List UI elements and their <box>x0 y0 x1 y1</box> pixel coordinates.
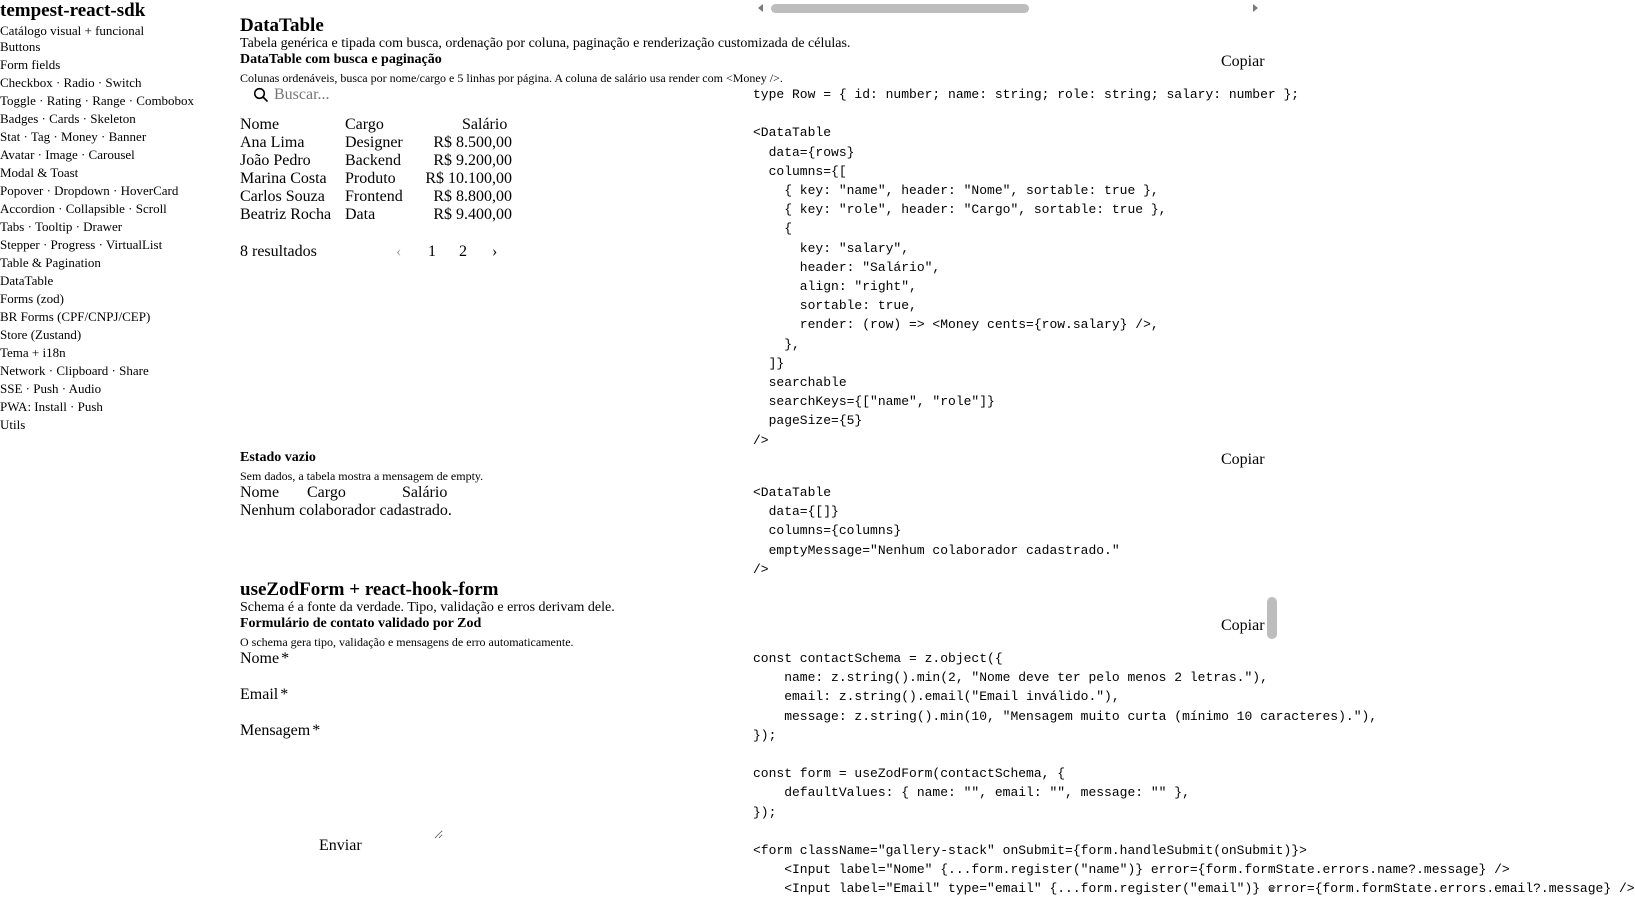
cell-cargo: Backend <box>345 152 401 169</box>
sidebar-item-popover-dropdown-hovercard[interactable]: Popover · Dropdown · HoverCard <box>0 183 179 198</box>
sidebar-item-checkbox-radio-switch[interactable]: Checkbox · Radio · Switch <box>0 75 142 90</box>
app-brand: tempest-react-sdk <box>0 0 146 21</box>
pagination-page-1[interactable]: 1 <box>428 243 436 260</box>
required-marker: * <box>312 722 321 739</box>
column-header-salario[interactable]: Salário <box>402 484 448 501</box>
search-input[interactable] <box>274 84 494 106</box>
mensagem-textarea[interactable] <box>240 748 443 839</box>
sidebar-item-modal-toast[interactable]: Modal & Toast <box>0 165 79 180</box>
column-header-salario[interactable]: Salário <box>462 116 508 133</box>
sidebar-item-stepper-progress-virtuallist[interactable]: Stepper · Progress · VirtualList <box>0 237 163 252</box>
section-title-datatable: DataTable <box>240 15 324 36</box>
sidebar-item-network-clipboard-share[interactable]: Network · Clipboard · Share <box>0 363 149 378</box>
section-description-datatable: Tabela genérica e tipada com busca, ordenação por coluna, paginação e renderização customizada de células. <box>240 36 851 51</box>
section-title-zod: useZodForm + react-hook-form <box>240 579 499 600</box>
code-block-empty-state: <DataTable data={[]} columns={columns} emptyMessage="Nenhum colaborador cadastrado." /> <box>753 485 1120 577</box>
demo-title-empty-state: Estado vazio <box>240 450 316 465</box>
demo-description-zod-form: O schema gera tipo, validação e mensagens de erro automaticamente. <box>240 635 574 649</box>
sidebar-item-forms-zod[interactable]: Forms (zod) <box>0 291 64 306</box>
cell-salario: R$ 10.100,00 <box>425 170 512 187</box>
demo-description-empty-state: Sem dados, a tabela mostra a mensagem de empty. <box>240 469 484 483</box>
sidebar-item-tema-i18n[interactable]: Tema + i18n <box>0 345 66 360</box>
sidebar-item-tabs-tooltip-drawer[interactable]: Tabs · Tooltip · Drawer <box>0 219 123 234</box>
sidebar-item-form-fields[interactable]: Form fields <box>0 57 61 72</box>
sidebar-item-stat-tag-money-banner[interactable]: Stat · Tag · Money · Banner <box>0 129 147 144</box>
cell-salario: R$ 8.500,00 <box>433 134 512 151</box>
cell-nome: Carlos Souza <box>240 188 325 205</box>
copy-button[interactable]: Copiar <box>1221 617 1265 634</box>
code-block-zod-form: const contactSchema = z.object({ name: z.string().min(2, "Nome deve ter pelo menos 2 letras."), email: z.string().email("Email inválido."), message: z.string().min(10, "Mensagem muito curta (mínimo 10 caracteres)."), }); const form = useZodForm(contactSchema, { defaultValues: { name: "", email: "", message: "" }, }); <form className="gallery-stack" onSubmit={form.handleSubmit(onSubmit)}> <Input label="Nome" {...form.register("name")} error={form.formState.errors.name?.message} /> <Input label="Email" type="email" {...form.register("email")} error={form.formState.errors.email?.message} /> <box>753 651 1635 897</box>
cell-cargo: Produto <box>345 170 396 187</box>
search-icon <box>253 87 269 103</box>
sidebar-item-utils[interactable]: Utils <box>0 417 26 432</box>
cell-nome: Beatriz Rocha <box>240 206 332 223</box>
cell-nome: Ana Lima <box>240 134 305 151</box>
sidebar-item-avatar-image-carousel[interactable]: Avatar · Image · Carousel <box>0 147 135 162</box>
cell-cargo: Data <box>345 206 376 223</box>
scroll-down-arrow-icon[interactable] <box>1268 887 1276 892</box>
column-header-nome[interactable]: Nome <box>240 116 280 133</box>
scroll-left-arrow-icon[interactable] <box>758 4 763 12</box>
pagination-next-button[interactable]: › <box>492 243 498 260</box>
sidebar-item-sse-push-audio[interactable]: SSE · Push · Audio <box>0 381 102 396</box>
pagination-page-2[interactable]: 2 <box>459 243 467 260</box>
cell-cargo: Designer <box>345 134 403 151</box>
scroll-right-arrow-icon[interactable] <box>1253 4 1258 12</box>
vertical-scrollbar-thumb[interactable] <box>1267 597 1277 639</box>
demo-title-zod-form: Formulário de contato validado por Zod <box>240 616 482 631</box>
field-label-email: Email * <box>240 686 289 703</box>
cell-cargo: Frontend <box>345 188 403 205</box>
column-header-cargo[interactable]: Cargo <box>345 116 384 133</box>
submit-button[interactable]: Enviar <box>319 837 362 854</box>
copy-button[interactable]: Copiar <box>1221 451 1265 468</box>
field-label-nome: Nome * <box>240 650 290 667</box>
sidebar-item-datatable[interactable]: DataTable <box>0 273 54 288</box>
cell-nome: João Pedro <box>240 152 311 169</box>
code-block-datatable: type Row = { id: number; name: string; role: string; salary: number }; <DataTable data={rows} columns={[ { key: "name", header: "Nome", sortable: true }, { key: "role", header: "Cargo", sortable: true }, { key: "salary", header: "Salário", align: "right", sortable: true, render: (row) => <Money cents={row.salary} />, }, ]} searchable searchKeys={["name", "role"]} pageSize={5} /> <box>753 87 1300 448</box>
column-header-nome[interactable]: Nome <box>240 484 280 501</box>
app-tagline: Catálogo visual + funcional <box>0 23 145 38</box>
sidebar-item-accordion-collapsible-scroll[interactable]: Accordion · Collapsible · Scroll <box>0 201 167 216</box>
empty-message: Nenhum colaborador cadastrado. <box>240 502 452 519</box>
demo-description-datatable-search: Colunas ordenáveis, busca por nome/cargo e 5 linhas por página. A coluna de salário usa render com <Money />. <box>240 71 783 85</box>
sidebar-item-badges-cards-skeleton[interactable]: Badges · Cards · Skeleton <box>0 111 136 126</box>
cell-nome: Marina Costa <box>240 170 327 187</box>
sidebar-item-br-forms[interactable]: BR Forms (CPF/CNPJ/CEP) <box>0 309 151 324</box>
required-marker: * <box>281 650 290 667</box>
sidebar-item-pwa-install-push[interactable]: PWA: Install · Push <box>0 399 103 414</box>
cell-salario: R$ 9.400,00 <box>433 206 512 223</box>
results-count: 8 resultados <box>240 243 317 260</box>
sidebar-item-store-zustand[interactable]: Store (Zustand) <box>0 327 82 342</box>
sidebar-item-toggle-rating-range-combobox[interactable]: Toggle · Rating · Range · Combobox <box>0 93 195 108</box>
field-label-mensagem: Mensagem * <box>240 722 321 739</box>
sidebar-item-buttons[interactable]: Buttons <box>0 39 41 54</box>
sidebar-item-table-pagination[interactable]: Table & Pagination <box>0 255 101 270</box>
section-description-zod: Schema é a fonte da verdade. Tipo, validação e erros derivam dele. <box>240 600 615 615</box>
column-header-cargo[interactable]: Cargo <box>307 484 346 501</box>
cell-salario: R$ 8.800,00 <box>433 188 512 205</box>
demo-title-datatable-search: DataTable com busca e paginação <box>240 52 442 67</box>
copy-button[interactable]: Copiar <box>1221 53 1265 70</box>
pagination-prev-button[interactable]: ‹ <box>396 243 402 260</box>
required-marker: * <box>280 686 289 703</box>
horizontal-scrollbar-thumb[interactable] <box>771 4 1029 13</box>
cell-salario: R$ 9.200,00 <box>433 152 512 169</box>
